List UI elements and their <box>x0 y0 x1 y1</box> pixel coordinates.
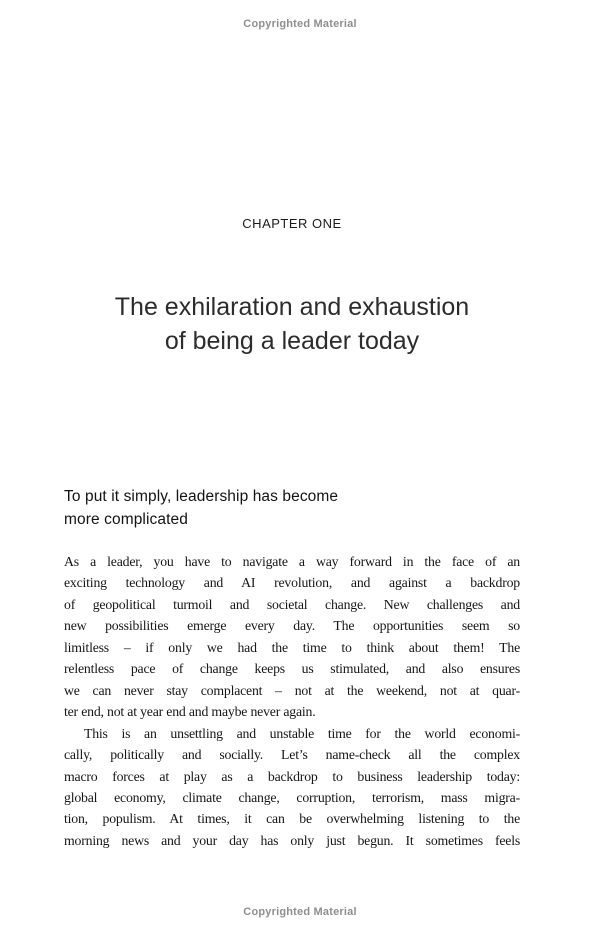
body-text-line: we can never stay complacent – not at the weekend, not at quar- <box>64 682 520 698</box>
body-text-line: new possibilities emerge every day. The opportunities seem so <box>64 618 520 634</box>
chapter-title-line-2: of being a leader today <box>164 327 420 355</box>
section-heading <box>64 485 520 531</box>
section-heading-line-2: more complicated <box>64 511 188 528</box>
body-text-line: relentless pace of change keeps us stimulated, and also ensures <box>64 661 520 677</box>
chapter-title <box>64 290 520 358</box>
body-text-line: of geopolitical turmoil and societal change. New challenges and <box>64 596 520 612</box>
copyright-notice-bottom: Copyrighted Material <box>243 906 357 918</box>
body-text-line: macro forces at play as a backdrop to business leadership today: <box>64 768 520 784</box>
body-text-line: tion, populism. At times, it can be overwhelming listening to the <box>64 811 520 827</box>
body-text-line: As a leader, you have to navigate a way forward in the face of an <box>64 554 520 569</box>
chapter-title-line-1: The exhilaration and exhaustion <box>114 293 470 321</box>
body-text <box>64 551 520 851</box>
body-text-line: cally, politically and socially. Let’s name-check all the complex <box>64 747 520 763</box>
body-text-line: morning news and your day has only just begun. It sometimes feels <box>64 832 520 848</box>
body-text-line: ter end, not at year end and maybe never again. <box>64 704 316 720</box>
section-heading-line-1: To put it simply, leadership has become <box>64 488 339 505</box>
body-text-line: limitless – if only we had the time to think about them! The <box>64 639 520 655</box>
body-text-line: This is an unsettling and unstable time for the world economi- <box>84 725 520 741</box>
copyright-notice-top: Copyrighted Material <box>243 18 357 30</box>
body-text-line: global economy, climate change, corruption, terrorism, mass migra- <box>64 789 520 805</box>
body-text-line: exciting technology and AI revolution, and against a backdrop <box>64 575 520 591</box>
chapter-label: CHAPTER ONE <box>242 216 342 231</box>
